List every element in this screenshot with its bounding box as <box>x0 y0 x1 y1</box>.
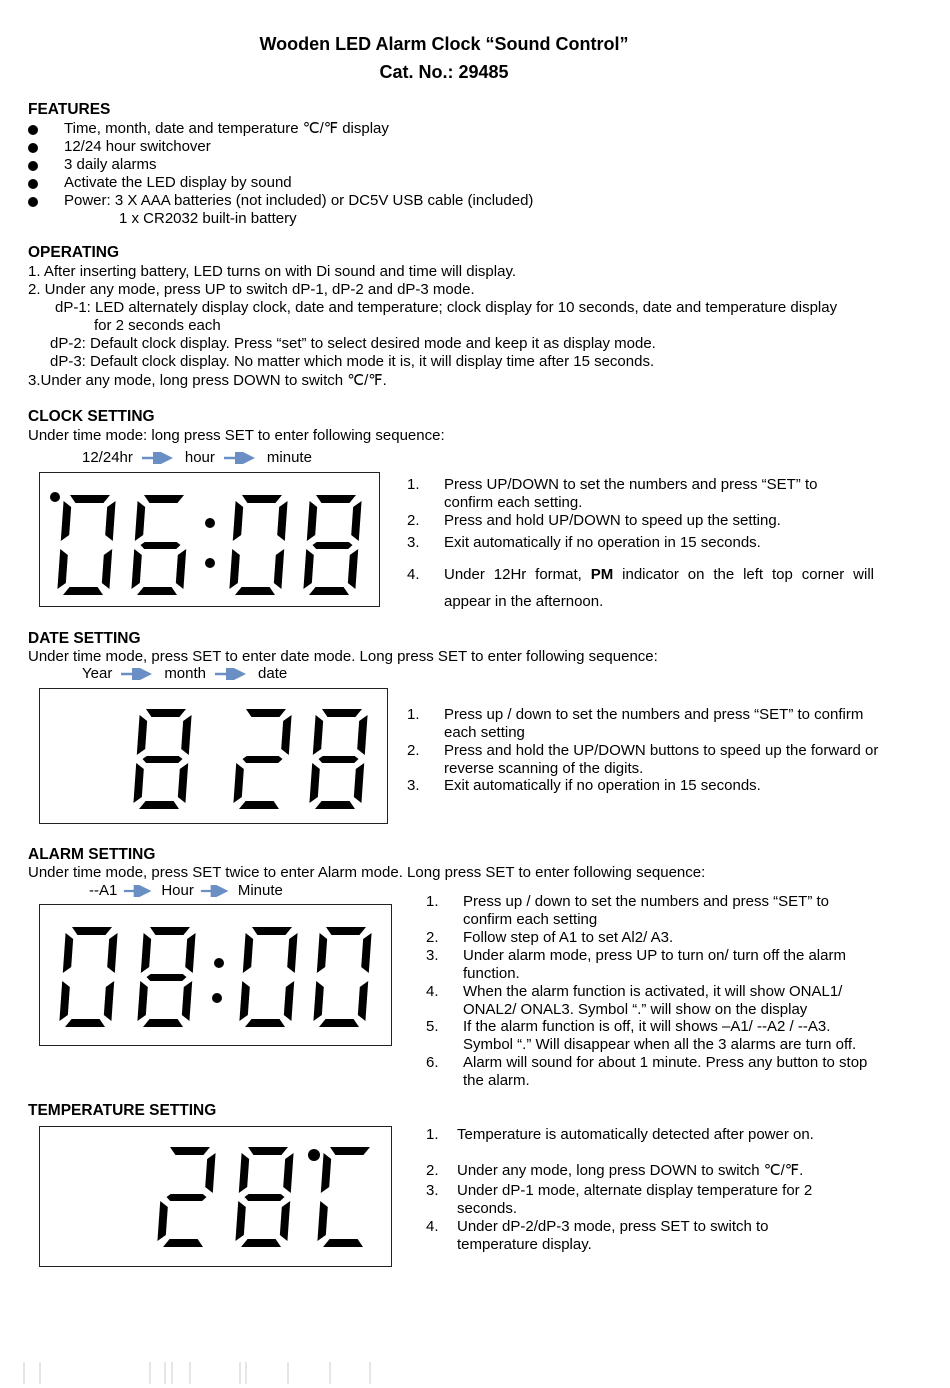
date-lcd-display <box>39 688 388 824</box>
step-number: 4. <box>426 983 439 1000</box>
alarm-step <box>426 893 886 929</box>
alarm-step <box>426 983 886 1019</box>
feature-item: Power: 3 X AAA batteries (not included) or DC5V USB cable (included) <box>64 192 534 209</box>
bullet-icon <box>28 176 40 188</box>
temperature-step <box>426 1126 886 1162</box>
sequence-step: hour <box>184 449 215 466</box>
alarm-step <box>426 1054 886 1090</box>
degree-symbol <box>308 1149 320 1161</box>
feature-item: Activate the LED display by sound <box>64 174 292 191</box>
alarm-step <box>426 947 886 983</box>
step-number: 2. <box>426 1162 439 1179</box>
step-number: 1. <box>407 476 420 493</box>
arrow-right-icon <box>120 668 156 680</box>
date-step <box>407 742 877 778</box>
step-number: 1. <box>426 893 439 910</box>
lcd-digits <box>40 473 379 606</box>
arrow-right-icon <box>141 452 177 464</box>
step-text: Under any mode, long press DOWN to switch ℃/℉. <box>457 1162 804 1179</box>
step-text-part: indicator on the left top corner will appear in the afternoon. <box>444 566 874 610</box>
step-text: Press and hold the UP/DOWN buttons to speed up the forward or reverse scanning of the digits. <box>444 742 879 777</box>
bullet-icon <box>28 122 40 134</box>
alarm-sequence <box>89 882 283 899</box>
clock-sequence <box>82 449 312 466</box>
temperature-step <box>426 1218 886 1254</box>
clock-step <box>407 534 877 552</box>
lcd-digits <box>40 905 391 1045</box>
arrow-right-icon <box>214 668 250 680</box>
clock-heading: CLOCK SETTING <box>28 408 155 425</box>
clock-step <box>407 561 877 610</box>
step-number: 4. <box>426 1218 439 1235</box>
sequence-step: --A1 <box>89 882 118 899</box>
step-text <box>444 561 874 615</box>
alarm-heading: ALARM SETTING <box>28 846 156 863</box>
sequence-step: minute <box>266 449 312 466</box>
step-text-part: Under 12Hr format, <box>444 566 591 583</box>
step-number: 3. <box>407 534 420 551</box>
operating-line: for 2 seconds each <box>94 317 221 334</box>
step-number: 2. <box>407 512 420 529</box>
step-number: 2. <box>407 742 420 759</box>
arrow-right-icon <box>123 885 155 897</box>
feature-item: Time, month, date and temperature ℃/℉ display <box>64 120 389 137</box>
step-text: Alarm will sound for about 1 minute. Press any button to stop the alarm. <box>463 1054 868 1089</box>
step-text: Press and hold UP/DOWN to speed up the setting. <box>444 512 781 529</box>
step-text: Under dP-1 mode, alternate display temperature for 2 seconds. <box>457 1182 813 1217</box>
sequence-step: Minute <box>237 882 283 899</box>
step-number: 1. <box>407 706 420 723</box>
operating-line: 2. Under any mode, press UP to switch dP-1, dP-2 and dP-3 mode. <box>28 281 475 298</box>
feature-item: 12/24 hour switchover <box>64 138 211 155</box>
step-number: 5. <box>426 1018 439 1035</box>
date-heading: DATE SETTING <box>28 630 141 647</box>
step-number: 2. <box>426 929 439 946</box>
arrow-right-icon <box>223 452 259 464</box>
step-text: Temperature is automatically detected after power on. <box>457 1126 814 1143</box>
pm-indicator-dot <box>50 492 60 502</box>
clock-step <box>407 512 877 530</box>
features-heading: FEATURES <box>28 101 111 118</box>
step-number: 3. <box>426 947 439 964</box>
bullet-icon <box>28 140 40 152</box>
lcd-digits <box>40 1127 391 1266</box>
step-text: Exit automatically if no operation in 15 seconds. <box>444 534 761 551</box>
scan-lines-decoration <box>20 1362 380 1384</box>
alarm-intro: Under time mode, press SET twice to enter Alarm mode. Long press SET to enter following sequence: <box>28 864 706 881</box>
operating-line: dP-3: Default clock display. No matter which mode it is, it will display time after 15 seconds. <box>50 353 655 370</box>
sequence-step: month <box>164 665 207 682</box>
step-text: If the alarm function is off, it will shows –A1/ --A2 / --A3. Symbol “.” Will disappear when all the 3 alarms are turn off. <box>463 1018 857 1053</box>
sequence-step: Hour <box>161 882 194 899</box>
temperature-lcd-display <box>39 1126 392 1267</box>
feature-item-continued: 1 x CR2032 built-in battery <box>119 210 297 227</box>
step-text: Exit automatically if no operation in 15 seconds. <box>444 777 761 794</box>
step-text: Under alarm mode, press UP to turn on/ turn off the alarm function. <box>463 947 846 982</box>
clock-intro: Under time mode: long press SET to enter following sequence: <box>28 427 445 444</box>
temperature-heading: TEMPERATURE SETTING <box>28 1102 217 1119</box>
step-number: 1. <box>426 1126 439 1143</box>
lcd-digits <box>40 689 387 823</box>
step-number: 6. <box>426 1054 439 1071</box>
sequence-step: 12/24hr <box>82 449 133 466</box>
temperature-step <box>426 1162 886 1180</box>
alarm-step <box>426 929 886 947</box>
step-number: 4. <box>407 566 420 583</box>
pm-label: PM <box>590 566 614 583</box>
alarm-lcd-display <box>39 904 392 1046</box>
date-sequence <box>82 665 287 682</box>
sequence-step: Year <box>82 665 113 682</box>
operating-line: 3.Under any mode, long press DOWN to switch ℃/℉. <box>28 372 387 389</box>
clock-step <box>407 476 877 512</box>
clock-lcd-display <box>39 472 380 607</box>
step-text: When the alarm function is activated, it will show ONAL1/ ONAL2/ ONAL3. Symbol “.” will show on the display <box>463 983 843 1018</box>
date-step <box>407 777 877 795</box>
catalog-number: Cat. No.: 29485 <box>379 62 509 82</box>
step-text: Follow step of A1 to set Al2/ A3. <box>463 929 674 946</box>
sequence-step: date <box>258 665 288 682</box>
operating-heading: OPERATING <box>28 244 119 261</box>
step-text: Press up / down to set the numbers and press “SET” to confirm each setting <box>463 893 830 928</box>
step-text: Press UP/DOWN to set the numbers and press “SET” to confirm each setting. <box>444 476 818 511</box>
step-number: 3. <box>426 1182 439 1199</box>
date-step <box>407 706 877 742</box>
step-text: Press up / down to set the numbers and press “SET” to confirm each setting <box>444 706 864 741</box>
step-text: Under dP-2/dP-3 mode, press SET to switch to temperature display. <box>457 1218 769 1253</box>
arrow-right-icon <box>200 885 232 897</box>
operating-line: 1. After inserting battery, LED turns on with Di sound and time will display. <box>28 263 517 280</box>
document-title: Wooden LED Alarm Clock “Sound Control” <box>259 34 629 54</box>
feature-item: 3 daily alarms <box>64 156 157 173</box>
operating-line: dP-1: LED alternately display clock, date and temperature; clock display for 10 seconds, date and temperature display <box>55 299 838 316</box>
date-intro: Under time mode, press SET to enter date mode. Long press SET to enter following sequence: <box>28 648 658 665</box>
bullet-icon <box>28 158 40 170</box>
scan-artifact-marks <box>20 1362 380 1384</box>
bullet-icon <box>28 194 40 206</box>
step-number: 3. <box>407 777 420 794</box>
temperature-step <box>426 1182 886 1218</box>
alarm-step <box>426 1018 886 1054</box>
operating-line: dP-2: Default clock display. Press “set” to select desired mode and keep it as display mode. <box>50 335 656 352</box>
